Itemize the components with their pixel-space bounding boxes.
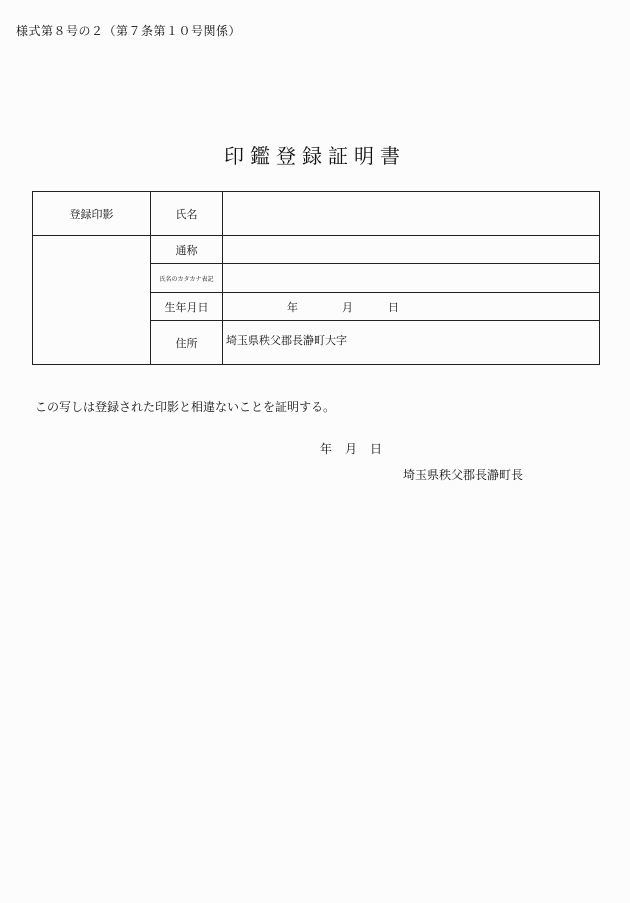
name-value [223, 192, 600, 236]
dob-label: 生年月日 [151, 293, 223, 321]
form-number: 様式第８号の２（第７条第１０号関係） [16, 24, 242, 38]
certificate-table [32, 191, 600, 365]
issue-date [320, 440, 382, 457]
seal-impression-area [33, 236, 151, 365]
certification-statement: この写しは登録された印影と相違ないことを証明する。 [35, 400, 336, 414]
alias-label: 通称 [151, 236, 223, 264]
issuer-name: 埼玉県秩父郡長瀞町長 [403, 468, 524, 482]
address-label: 住所 [151, 321, 223, 365]
document-title: 印鑑登録証明書 [224, 144, 406, 168]
dob-day: 日 [388, 300, 399, 314]
issue-month: 月 [345, 442, 358, 456]
name-label: 氏名 [151, 192, 223, 236]
seal-label: 登録印影 [33, 192, 151, 236]
dob-month: 月 [342, 300, 353, 314]
issue-day: 日 [370, 442, 383, 456]
dob-year: 年 [287, 300, 298, 314]
alias-value [223, 236, 600, 264]
address-text: 埼玉県秩父郡長瀞町大字 [226, 333, 347, 347]
address-value [223, 321, 600, 365]
kana-value [223, 264, 600, 293]
kana-label: 氏名のカタカナ表記 [151, 264, 223, 293]
dob-value [223, 293, 600, 321]
issue-year: 年 [320, 442, 333, 456]
